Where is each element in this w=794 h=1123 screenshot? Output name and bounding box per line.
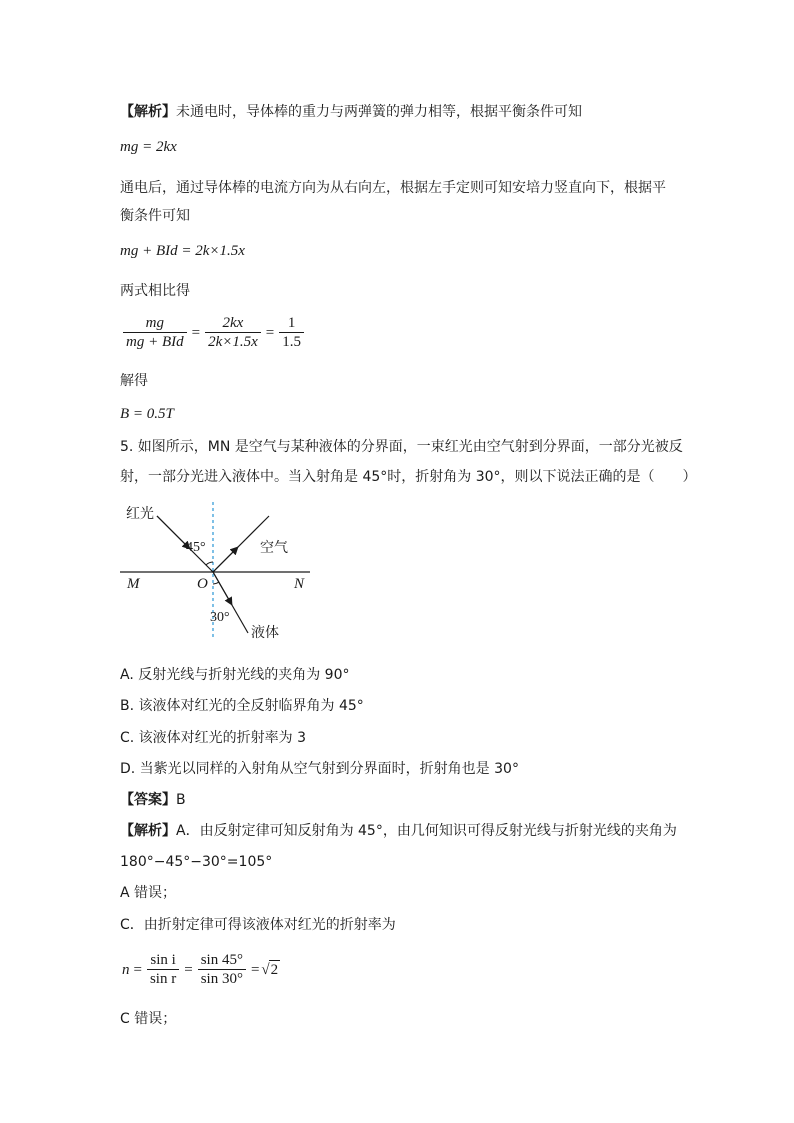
label-O: O [197, 576, 208, 592]
question-5-line-1: 5. 如图所示，MN 是空气与某种液体的分界面，一束红光由空气射到分界面，一部分光被反 [120, 439, 683, 455]
incidence-angle-arc [206, 562, 213, 565]
analysis-tag: 【解析】 [120, 104, 176, 120]
equation-3: $\frac{mg}{\text{mg + BId}}$ = $\frac{2kx}{2k\times 1.5x}$ = $\frac{1}{1.5}$ [120, 314, 307, 351]
label-angle-45: 45° [186, 540, 206, 555]
option-c: C. 该液体对红光的折射率为 3 [120, 730, 307, 746]
fraction-sin-values: $\frac{\sin 45^\circ}{\sin 30^\circ}$ [198, 951, 246, 988]
fraction-2: $\frac{2kx}{2k\times 1.5x}$ [205, 314, 261, 351]
paragraph-3: 两式相比得 [120, 283, 190, 299]
label-air: 空气 [260, 540, 288, 556]
fraction-1: $\frac{mg}{\text{mg + BId}}$ [123, 314, 187, 351]
paragraph-4: 解得 [120, 373, 148, 389]
reflected-arrow [213, 547, 238, 572]
answer-line [120, 791, 186, 809]
label-liquid: 液体 [251, 625, 279, 641]
option-b: B. 该液体对红光的全反射临界角为 45° [120, 698, 364, 714]
sqrt-2: √2 [261, 962, 279, 978]
equation-2: mg + BId = 2k×1.5x [120, 243, 245, 259]
option-a: A. 反射光线与折射光线的夹角为 90° [120, 667, 350, 683]
question-5-line-2: 射，一部分光进入液体中。当入射角是 45°时，折射角为 30°，则以下说法正确的是（ ） [120, 469, 697, 485]
analysis-a-line-2: 180°−45°−30°=105° [120, 854, 273, 870]
answer-value: B [176, 792, 186, 808]
equation-4: B = 0.5T [120, 406, 174, 422]
answer-tag: 【答案】 [120, 792, 176, 808]
analysis-c-wrong: C 错误； [120, 1011, 177, 1027]
analysis-tag-2: 【解析】 [120, 823, 176, 839]
paragraph-2-line-1: 通电后，通过导体棒的电流方向为从右向左，根据左手定则可知安培力竖直向下，根据平 [120, 180, 666, 196]
label-angle-30: 30° [210, 610, 230, 625]
analysis-a-line-1: 【解析】A．由反射定律可知反射角为 45°，由几何知识可得反射光线与折射光线的夹角为 [120, 823, 677, 839]
refraction-figure [120, 500, 340, 650]
analysis-paragraph-1 [120, 103, 582, 121]
option-d: D. 当紫光以同样的入射角从空气射到分界面时，折射角也是 30° [120, 761, 519, 777]
fraction-3: $\frac{1}{1.5}$ [279, 314, 304, 351]
refraction-angle-arc [213, 582, 219, 584]
equation-5: n = $\frac{\text{sin i}}{\text{sin r}}$ = $\frac{\sin 45^\circ}{\sin 30^\circ}$ = √2 [122, 952, 279, 987]
paragraph-2-line-2: 衡条件可知 [120, 208, 190, 224]
label-red-light: 红光 [126, 506, 154, 522]
refracted-arrow [213, 572, 232, 605]
analysis-a-wrong: A 错误； [120, 885, 177, 901]
label-N: N [294, 576, 305, 592]
fraction-sin-ratio: $\frac{\text{sin i}}{\text{sin r}}$ [147, 951, 179, 988]
label-M: M [127, 576, 140, 592]
analysis-text: 未通电时，导体棒的重力与两弹簧的弹力相等，根据平衡条件可知 [176, 104, 582, 120]
analysis-c-line-1: C．由折射定律可得该液体对红光的折射率为 [120, 917, 396, 933]
equation-1: mg = 2kx [120, 139, 177, 155]
